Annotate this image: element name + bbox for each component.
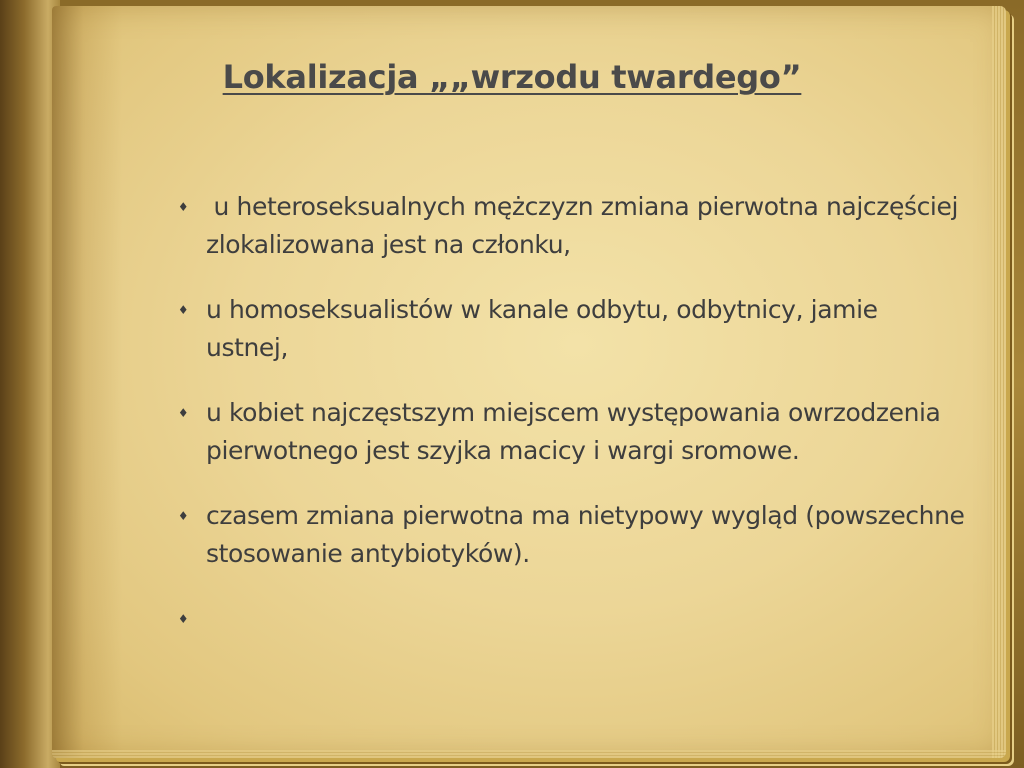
slide-title-text: Lokalizacja „„wrzodu twardego” (222, 58, 802, 96)
diamond-bullet-icon: ♦ (177, 303, 189, 317)
bullet-item (176, 291, 966, 367)
bullet-item (176, 394, 966, 470)
bullet-text: u kobiet najczęstszym miejscem występowania owrzodzenia pierwotnego jest szyjka macicy i wargi sromowe. (206, 398, 941, 465)
book-spine (0, 0, 60, 768)
diamond-bullet-icon: ♦ (177, 200, 189, 214)
bullet-item (176, 497, 966, 573)
bullet-text: czasem zmiana pierwotna ma nietypowy wygląd (powszechne stosowanie antybiotyków). (206, 501, 965, 568)
page-edge-right (992, 6, 1006, 758)
page-edge-bottom (52, 750, 1006, 758)
bullet-text: u heteroseksualnych mężczyzn zmiana pierwotna najczęściej zlokalizowana jest na członku, (206, 192, 966, 259)
bullet-item (176, 188, 966, 264)
diamond-bullet-icon: ♦ (177, 406, 189, 420)
bullet-text: u homoseksualistów w kanale odbytu, odbytnicy, jamie ustnej, (206, 295, 878, 362)
page-gutter-shadow (52, 6, 122, 758)
slide-title (0, 58, 1024, 96)
diamond-bullet-icon: ♦ (177, 612, 189, 626)
diamond-bullet-icon: ♦ (177, 509, 189, 523)
bullet-list (176, 188, 966, 626)
